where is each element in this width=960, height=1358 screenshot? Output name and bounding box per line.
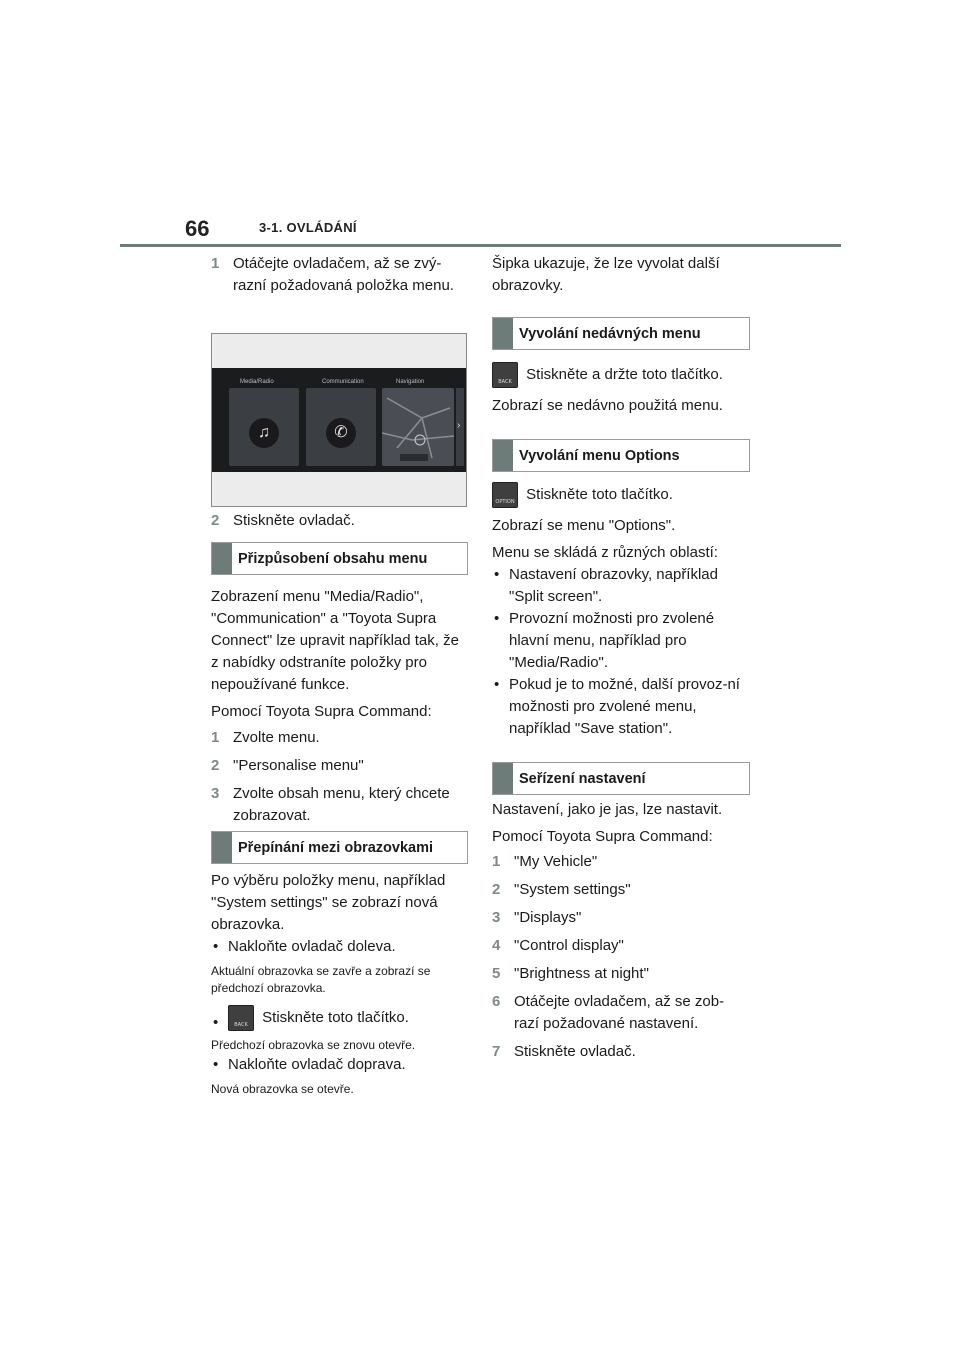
heading-text: Seřízení nastavení bbox=[519, 770, 646, 787]
heading-personalise bbox=[211, 542, 468, 575]
music-note-icon: ♫ bbox=[249, 418, 279, 448]
right-block-2: BACK Stiskněte a držte toto tlačítko. Zobrazí se nedávno použitá menu. bbox=[492, 362, 747, 417]
paragraph: Pomocí Toyota Supra Command: bbox=[211, 703, 432, 720]
step-number: 2 bbox=[211, 512, 220, 529]
step-text: Stiskněte ovladač. bbox=[233, 512, 355, 529]
bullet-text: Provozní možnosti pro zvolené hlavní menu, například pro "Media/Radio". bbox=[509, 610, 715, 671]
paragraph: Po výběru položky menu, například "System settings" se zobrazí nová obrazovka. bbox=[211, 872, 446, 933]
note: Předchozí obrazovka se znovu otevře. bbox=[211, 1038, 416, 1052]
page-number: 66 bbox=[185, 216, 210, 241]
bullet-text: Nastavení obrazovky, například "Split screen". bbox=[509, 566, 718, 605]
next-screen-arrow: › bbox=[456, 388, 464, 466]
tab-navigation: Navigation bbox=[396, 379, 425, 385]
display-screen bbox=[212, 368, 466, 472]
heading-text: Vyvolání menu Options bbox=[519, 447, 680, 464]
map-icon bbox=[382, 388, 454, 466]
paragraph: Zobrazí se nedávno použitá menu. bbox=[492, 397, 723, 414]
note: Nová obrazovka se otevře. bbox=[211, 1082, 354, 1096]
heading-text: Přizpůsobení obsahu menu bbox=[238, 550, 428, 567]
tab-communication: Communication bbox=[322, 379, 364, 385]
bullet-text: Pokud je to možné, další provoz-ní možnosti pro zvolené menu, například "Save station". bbox=[509, 676, 740, 737]
paragraph: Nastavení, jako je jas, lze nastavit. bbox=[492, 801, 723, 818]
heading-text: Přepínání mezi obrazovkami bbox=[238, 839, 434, 856]
paragraph: Zobrazí se menu "Options". bbox=[492, 517, 676, 534]
bullet-text: Nakloňte ovladač doprava. bbox=[228, 1056, 406, 1073]
heading-options-menu bbox=[492, 439, 750, 472]
paragraph: Šipka ukazuje, že lze vyvolat další obrazovky. bbox=[492, 255, 720, 294]
back-button-icon: BACK bbox=[492, 362, 518, 388]
right-block-3: OPTION Stiskněte toto tlačítko. Zobrazí se menu "Options". Menu se skládá z různých oblastí: • Nastavení obrazovky, například "Split screen". • Provozní možnosti pro zvolené hlavní menu, například pro "Media/Radio". • Pokud je to možné, další provoz-ní možnosti pro zvolené menu, například "Save station". bbox=[492, 482, 750, 740]
step-text: Otáčejte ovladačem, až se zvý-razní požadovaná položka menu. bbox=[233, 255, 454, 294]
navigation-tile bbox=[382, 388, 454, 466]
header-rule bbox=[120, 244, 841, 247]
communication-tile bbox=[306, 388, 376, 466]
tab-media-radio: Media/Radio bbox=[240, 379, 274, 385]
left-step-2 bbox=[211, 510, 456, 532]
paragraph: Menu se skládá z různých oblastí: bbox=[492, 544, 718, 561]
phone-icon: ✆ bbox=[326, 418, 356, 448]
media-tile bbox=[229, 388, 299, 466]
back-button-icon: BACK bbox=[228, 1005, 254, 1031]
bullet-text: Nakloňte ovladač doleva. bbox=[228, 938, 396, 955]
note: Aktuální obrazovka se zavře a zobrazí se předchozí obrazovka. bbox=[211, 964, 431, 995]
heading-adjust-settings bbox=[492, 762, 750, 795]
heading-recent-menus bbox=[492, 317, 750, 350]
screen-illustration bbox=[211, 333, 467, 507]
left-block-1: Zobrazení menu "Media/Radio", "Communication" a "Toyota Supra Connect" lze upravit například tak, že z nabídky odstraníte položky pro nepoužívané funkce. Pomocí Toyota Supra Command: 1 Zvolte menu. 2 "Personalise menu" 3 Zvolte obsah menu, který chcete zobrazovat. bbox=[211, 586, 466, 827]
right-block-1 bbox=[492, 253, 742, 297]
left-block-2: Po výběru položky menu, například "System settings" se zobrazí nová obrazovka. • Nakloňte ovladač doleva. Aktuální obrazovka se zavře a zobrazí se předchozí obrazovka. • BACK Stiskněte toto tlačítko. Předchozí obrazovka se znovu otevře. • Nakloňte ovladač doprava. Nová obrazovka se otevře. bbox=[211, 870, 466, 1098]
option-button-icon: OPTION bbox=[492, 482, 518, 508]
heading-switching bbox=[211, 831, 468, 864]
paragraph: Zobrazení menu "Media/Radio", "Communication" a "Toyota Supra Connect" lze upravit například tak, že z nabídky odstraníte položky pro nepoužívané funkce. bbox=[211, 588, 459, 693]
left-step-1 bbox=[211, 253, 456, 297]
bullet-text: Stiskněte toto tlačítko. bbox=[262, 1008, 409, 1026]
section-title: 3-1. OVLÁDÁNÍ bbox=[259, 220, 357, 235]
heading-text: Vyvolání nedávných menu bbox=[519, 325, 701, 342]
paragraph: Pomocí Toyota Supra Command: bbox=[492, 828, 713, 845]
right-block-4: Nastavení, jako je jas, lze nastavit. Pomocí Toyota Supra Command: 1 "My Vehicle" 2 "System settings" 3 "Displays" 4 "Control display" 5 "Brightness at night" 6 Otáčejte ovladačem, až se zob-razí požadované nastavení. 7 Stiskněte ovladač. bbox=[492, 799, 750, 1063]
step-number: 1 bbox=[211, 255, 220, 272]
